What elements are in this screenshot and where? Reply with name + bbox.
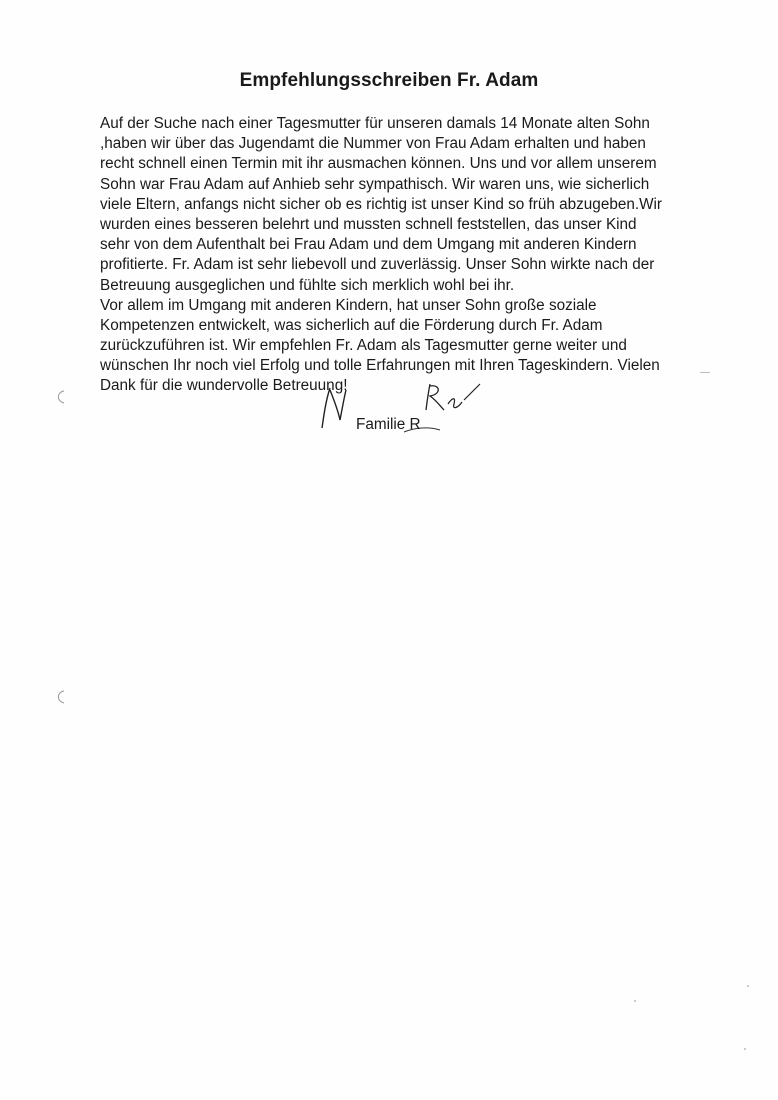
scan-speck <box>634 1000 636 1002</box>
letter-line: profitierte. Fr. Adam ist sehr liebevoll und zuverlässig. Unser Sohn wirkte nach der <box>100 256 655 274</box>
letter-line: recht schnell einen Termin mit ihr ausmachen können. Uns und vor allem unserem <box>100 155 657 173</box>
letter-line: Sohn war Frau Adam auf Anhieb sehr sympathisch. Wir waren uns, wie sicherlich <box>100 175 650 193</box>
document-title: Empfehlungsschreiben Fr. Adam <box>239 70 539 91</box>
letter-line: Dank für die wundervolle Betreuung! <box>100 377 348 395</box>
letter-line: wünschen Ihr noch viel Erfolg und tolle Erfahrungen mit Ihren Tageskindern. Vielen <box>100 357 660 375</box>
punch-hole-mark <box>54 690 68 704</box>
scan-speck <box>747 985 749 987</box>
letter-line: viele Eltern, anfangs nicht sicher ob es richtig ist unser Kind so früh abzugeben.Wir <box>100 195 663 213</box>
letter-line: Betreuung ausgeglichen und fühlte sich merklich wohl bei ihr. <box>100 276 515 294</box>
letter-line: Vor allem im Umgang mit anderen Kindern, hat unser Sohn große soziale <box>100 296 597 314</box>
scan-speck <box>700 372 710 373</box>
letter-line: wurden eines besseren belehrt und mussten schnell feststellen, das unser Kind <box>100 215 637 233</box>
letter-body <box>100 114 740 397</box>
punch-hole-mark <box>54 390 68 404</box>
letter-line: sehr von dem Aufenthalt bei Frau Adam und dem Umgang mit anderen Kindern <box>100 236 637 254</box>
closing-signature-line: Familie R <box>356 416 421 433</box>
letter-line: zurückzuführen ist. Wir empfehlen Fr. Adam als Tagesmutter gerne weiter und <box>100 337 627 355</box>
letter-line: Auf der Suche nach einer Tagesmutter für unseren damals 14 Monate alten Sohn <box>100 115 650 132</box>
letter-line: ,haben wir über das Jugendamt die Nummer von Frau Adam erhalten und haben <box>100 135 646 153</box>
scan-speck <box>744 1048 746 1050</box>
letter-line: Kompetenzen entwickelt, was sicherlich auf die Förderung durch Fr. Adam <box>100 316 603 334</box>
